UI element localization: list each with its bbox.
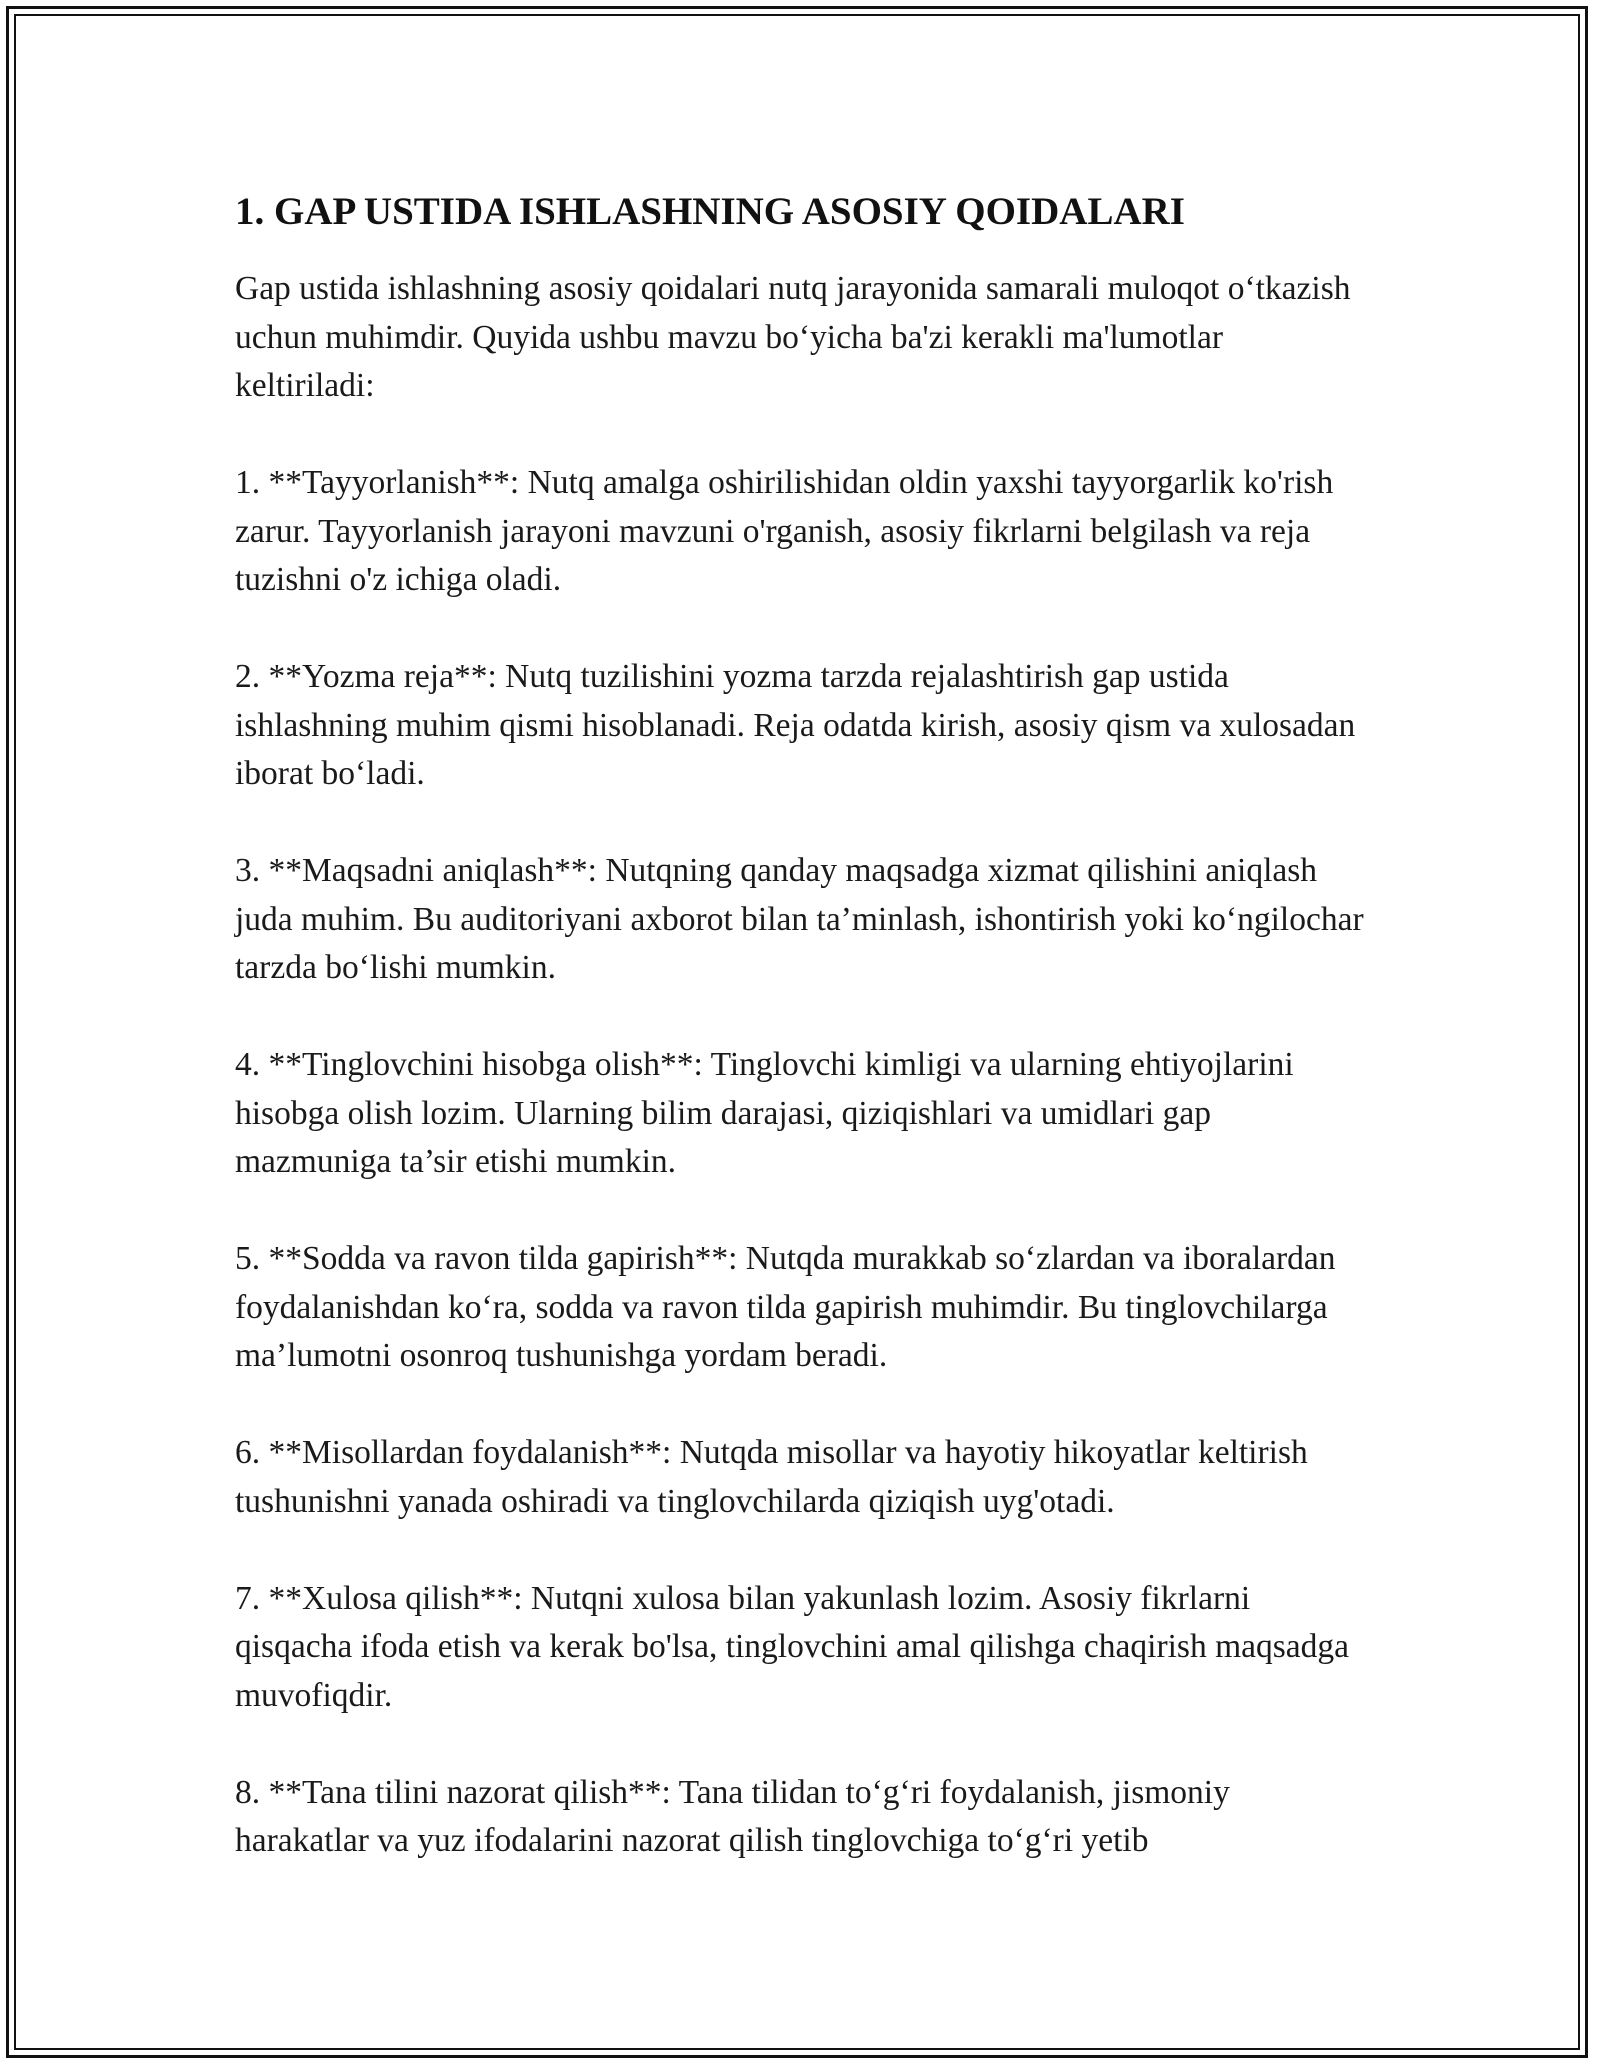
list-item-8: 8. **Tana tilini nazorat qilish**: Tana tilidan to‘g‘ri foydalanish, jismoniy harakatlar va yuz ifodalarini nazorat qilish tinglovchiga to‘g‘ri yetib <box>235 1773 1230 1859</box>
list-item-1: 1. **Tayyorlanish**: Nutq amalga oshirilishidan oldin yaxshi tayyorgarlik ko'rish zarur. Tayyorlanish jarayoni mavzuni o'rganish, asosiy fikrlarni belgilash va reja tuzishni o'z ichiga oladi. <box>235 464 1334 598</box>
document-title: 1. GAP USTIDA ISHLASHNING ASOSIY QOIDALARI <box>235 190 1185 233</box>
list-item-3: 3. **Maqsadni aniqlash**: Nutqning qanday maqsadga xizmat qilishini aniqlash juda muhim. Bu auditoriyani axborot bilan ta’minlash, ishontirish yoki ko‘ngilochar tarzda bo‘lishi mumkin. <box>235 852 1364 986</box>
list-item-5: 5. **Sodda va ravon tilda gapirish**: Nutqda murakkab so‘zlardan va iboralardan foydalanishdan ko‘ra, sodda va ravon tilda gapirish muhimdir. Bu tinglovchilarga ma’lumotni osonroq tushunishga yordam beradi. <box>235 1240 1336 1374</box>
list-item-6: 6. **Misollardan foydalanish**: Nutqda misollar va hayotiy hikoyatlar keltirish tushunishni yanada oshiradi va tinglovchilarda qiziqish uyg'otadi. <box>235 1434 1308 1520</box>
list-item-4: 4. **Tinglovchini hisobga olish**: Tinglovchi kimligi va ularning ehtiyojlarini hisobga olish lozim. Ularning bilim darajasi, qiziqishlari va umidlari gap mazmuniga ta’sir etishi mumkin. <box>235 1046 1294 1180</box>
list-item-7: 7. **Xulosa qilish**: Nutqni xulosa bilan yakunlash lozim. Asosiy fikrlarni qisqacha ifoda etish va kerak bo'lsa, tinglovchini amal qilishga chaqirish maqsadga muvofiqdir. <box>235 1579 1350 1714</box>
intro-paragraph: Gap ustida ishlashning asosiy qoidalari nutq jarayonida samarali muloqot o‘tkazish uchun muhimdir. Quyida ushbu mavzu bo‘yicha ba'zi kerakli ma'lumotlar keltiriladi: <box>235 270 1351 404</box>
list-item-2: 2. **Yozma reja**: Nutq tuzilishini yozma tarzda rejalashtirish gap ustida ishlashning muhim qismi hisoblanadi. Reja odatda kirish, asosiy qism va xulosadan iborat bo‘ladi. <box>235 658 1356 792</box>
document-body <box>235 186 1370 1914</box>
